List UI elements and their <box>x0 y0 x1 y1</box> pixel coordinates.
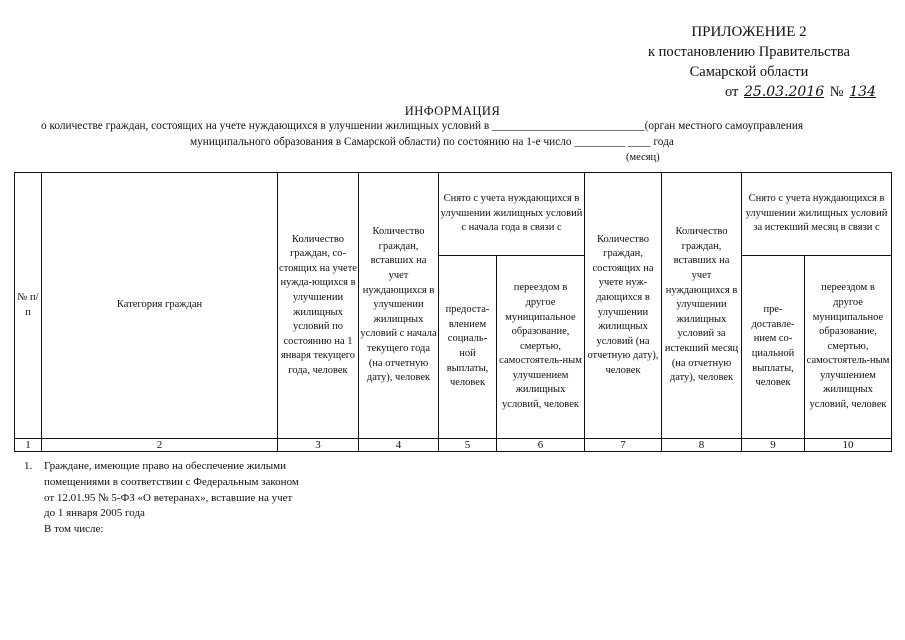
category-item-text: Граждане, имеющие право на обеспечение жилыми помещениями в соответствии с Федеральным законом от 12.01.95 № 5-ФЗ «О ветеранах», вставшие на учет до 1 января 2005 года <box>44 460 299 520</box>
appendix-region-line: Самарской области <box>689 64 809 80</box>
header-col-number: № п/п <box>15 173 42 439</box>
date-prefix: от <box>724 84 739 100</box>
info-title: ИНФОРМАЦИЯ <box>404 104 501 118</box>
header-col-registered-current: Количество граждан, состоящих на учете нуж-дающихся в улучшении жилищных условий (на отчетную дату), человек <box>585 173 662 439</box>
column-number: 4 <box>359 439 439 452</box>
appendix-title: ПРИЛОЖЕНИЕ 2 <box>691 24 807 40</box>
header-col-relocation-month: переездом в другое муниципальное образование, смертью, самостоятель-ным улучшением жилищных условий, человек <box>805 256 892 439</box>
header-col-registered-start: Количество граждан, со-стоящих на учете нужда-ющихся в улучшении жилищных условий по состоянию на 1 января текущего года, человек <box>278 173 359 439</box>
column-number: 8 <box>662 439 742 452</box>
column-number: 3 <box>278 439 359 452</box>
category-sub-label: В том числе: <box>44 523 104 536</box>
header-col-added-since-start: Количество граждан, вставших на учет нуждающихся в улучшении жилищных условий с начала текущего года (на отчетную дату), человек <box>359 173 439 439</box>
header-col-relocation-year: переездом в другое муниципальное образование, смертью, самостоятель-ным улучшением жилищных условий, человек <box>497 256 585 439</box>
column-number: 2 <box>42 439 278 452</box>
column-number: 6 <box>497 439 585 452</box>
info-description-line1: о количестве граждан, состоящих на учете нуждающихся в улучшении жилищных условий в ___________________________(орган местного самоуправления <box>41 120 804 132</box>
header-col-social-payment-year: предоста-влением социаль-ной выплаты, человек <box>439 256 497 439</box>
info-description-line2: муниципального образования в Самарской области) по состоянию на 1-е число _________ ____ года <box>190 136 674 148</box>
month-label: (месяц) <box>626 152 660 163</box>
appendix-decree-line: к постановлению Правительства <box>648 44 850 60</box>
number-sign: № <box>829 84 844 100</box>
column-number: 1 <box>15 439 42 452</box>
report-table <box>14 172 892 452</box>
column-number: 10 <box>805 439 892 452</box>
handwritten-number: 134 <box>849 84 876 100</box>
header-col-social-payment-month: пре-доставле-нием со-циальной выплаты, человек <box>742 256 805 439</box>
column-number: 9 <box>742 439 805 452</box>
handwritten-date: 25.03.2016 <box>744 84 825 100</box>
header-group-removed-month: Снято с учета нуждающихся в улучшении жилищных условий за истекший месяц в связи с <box>742 173 892 256</box>
header-col-category: Категория граждан <box>42 173 278 439</box>
header-col-added-last-month: Количество граждан, вставших на учет нуждающихся в улучшении жилищных условий за истекший месяц (на отчетную дату), человек <box>662 173 742 439</box>
category-item-number: 1. <box>24 460 33 472</box>
header-row-top <box>15 173 892 256</box>
appendix-block <box>620 22 878 102</box>
column-number: 5 <box>439 439 497 452</box>
column-number-row <box>15 439 892 452</box>
appendix-date-line <box>620 82 878 102</box>
column-number: 7 <box>585 439 662 452</box>
footer-category-block <box>24 459 304 538</box>
header-group-removed-year: Снято с учета нуждающихся в улучшении жилищных условий с начала года в связи с <box>439 173 585 256</box>
